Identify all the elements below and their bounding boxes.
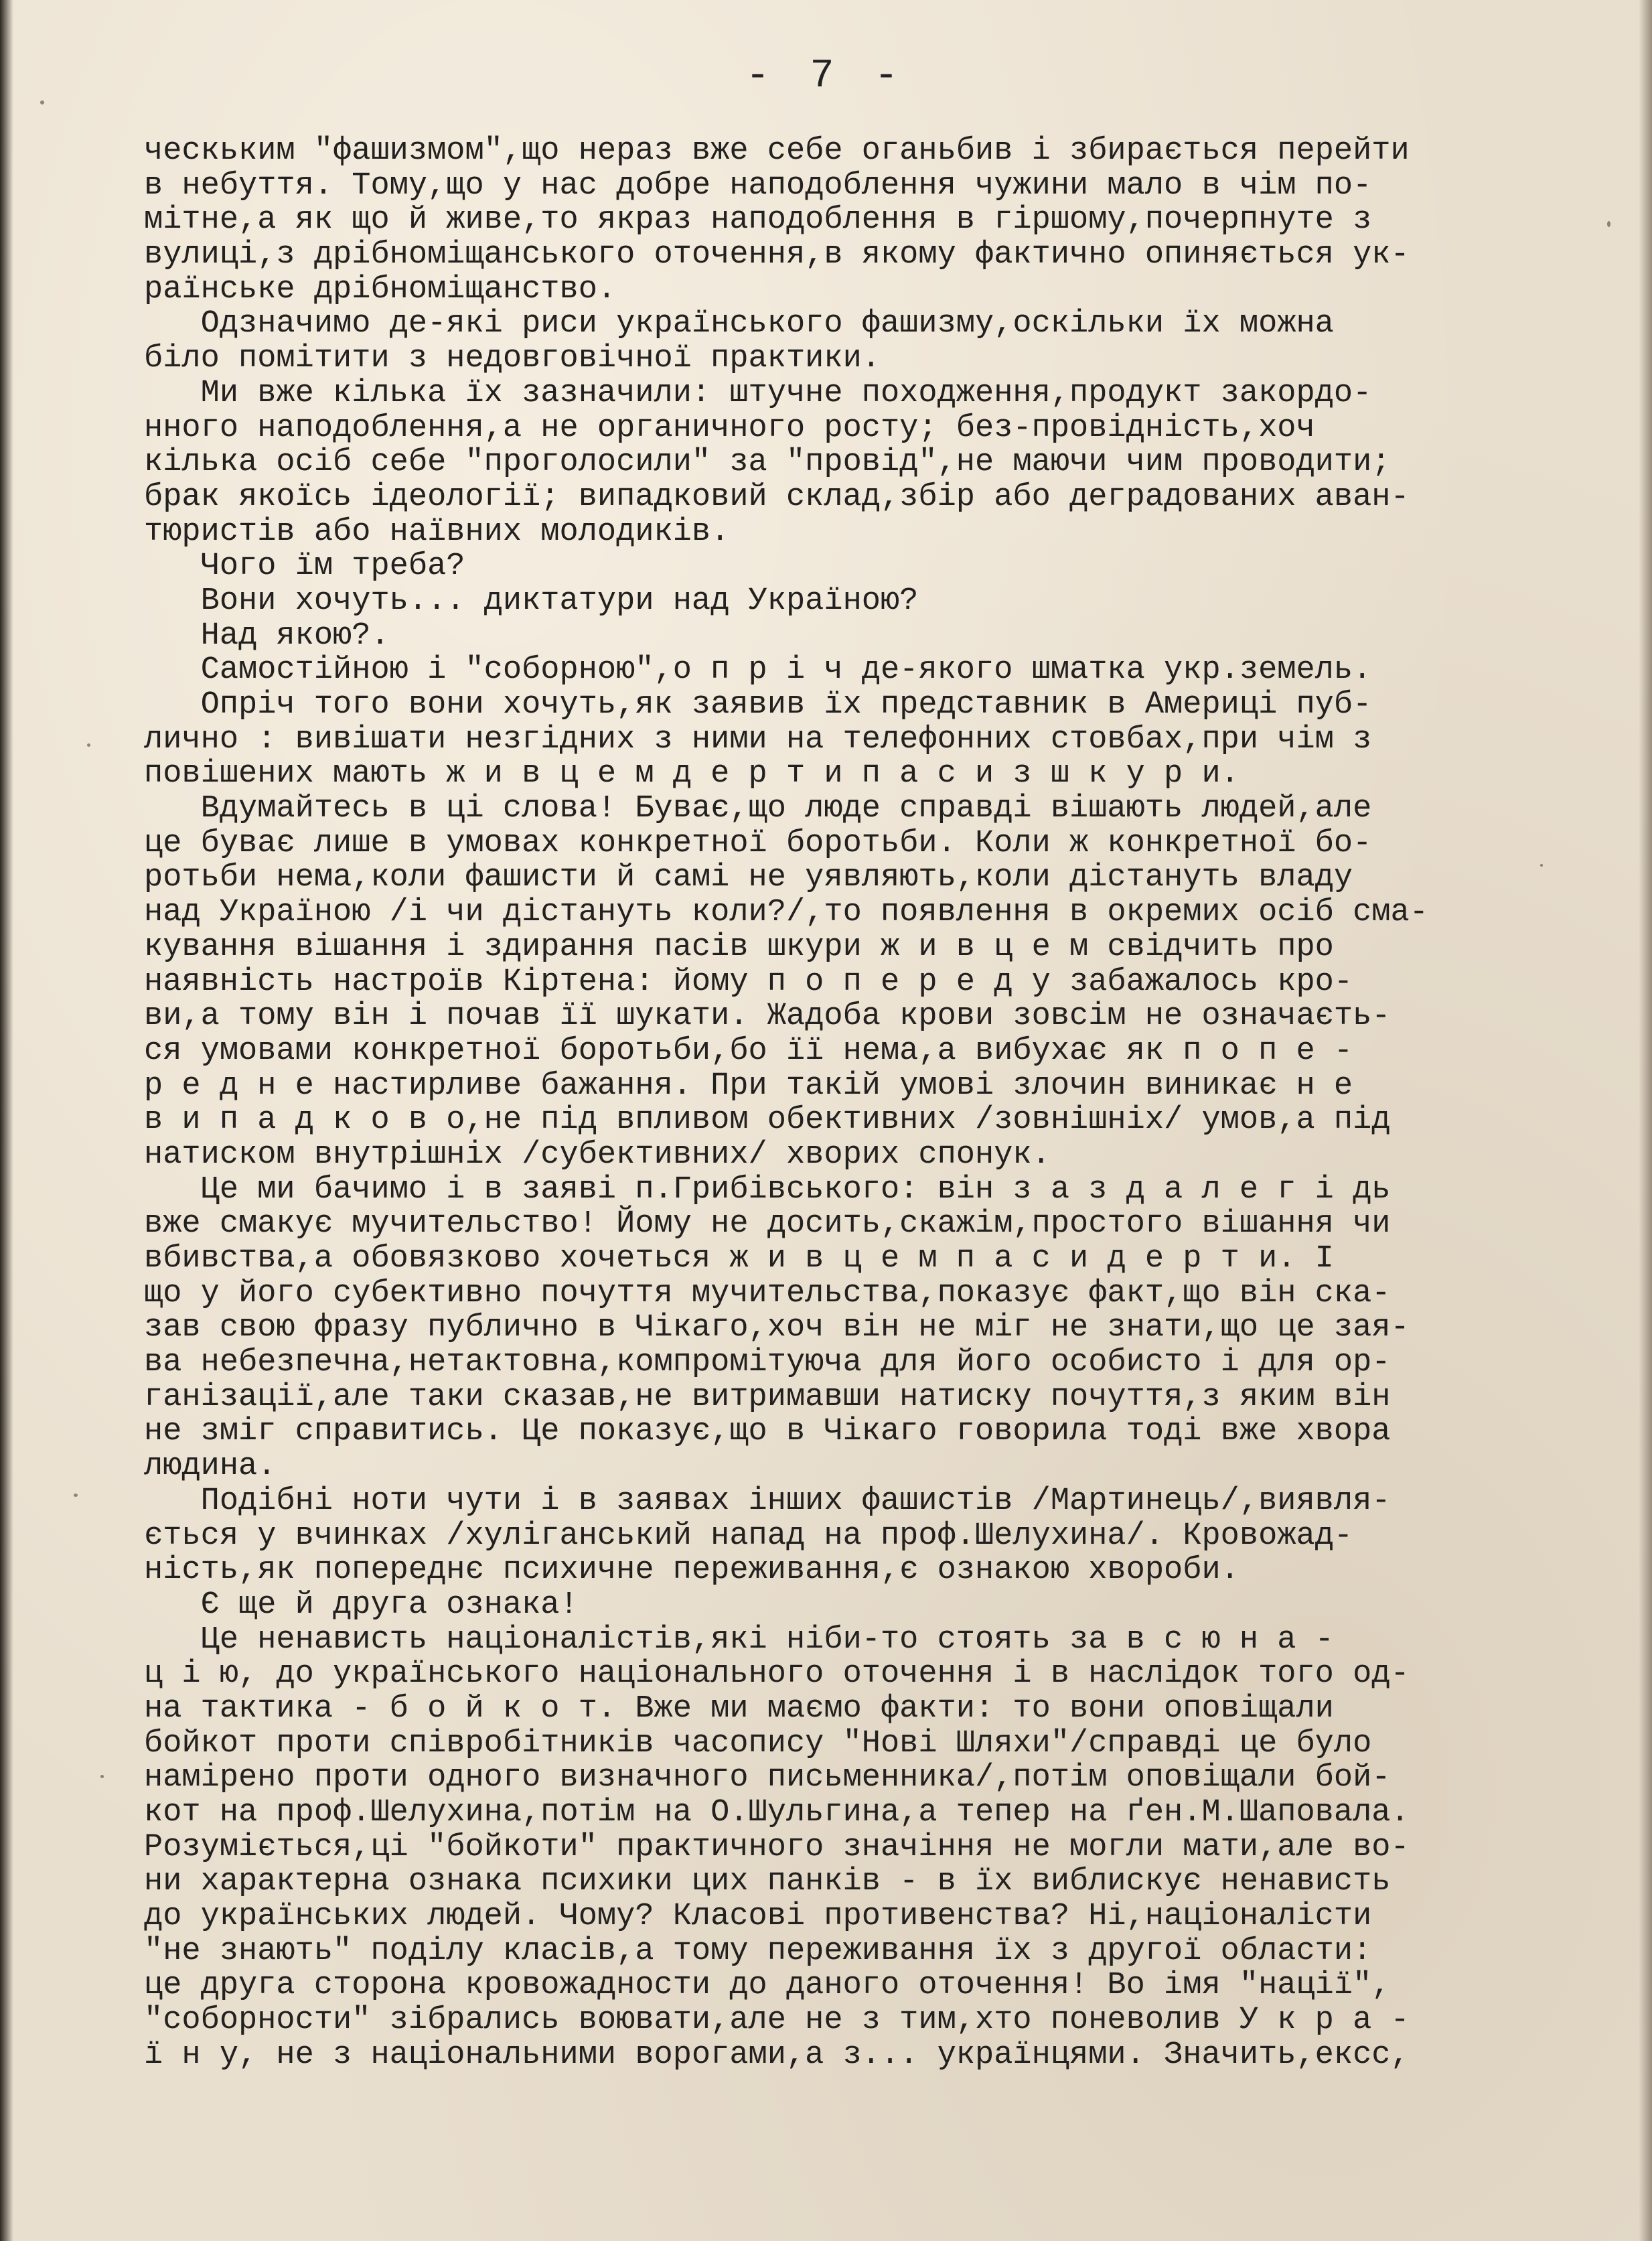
text-line: кот на проф.Шелухина,потім на О.Шульгина,а тепер на ґен.М.Шаповала.: [144, 1795, 1410, 1830]
text-line: ц і ю, до українського національного оточення і в наслідок того од-: [144, 1656, 1410, 1692]
text-line: Це ми бачимо і в заяві п.Грибівського: він з а з д а л е г і дь: [144, 1171, 1391, 1208]
text-line: в и п а д к о в о,не під впливом обективних /зовнішніх/ умов,а під: [144, 1102, 1391, 1139]
text-line: Самостійною і "соборною",о п р і ч де-якого шматка укр.земель.: [144, 652, 1372, 689]
text-line: це друга сторона кровожадности до даного оточення! Во імя "нації",: [144, 1968, 1391, 2004]
text-line: Розуміється,ці "бойкоти" практичного значіння не могли мати,але во-: [144, 1829, 1410, 1865]
text-line: вулиці,з дрібноміщанського оточення,в якому фактично опиняється ук-: [144, 237, 1410, 273]
text-line: ни характерна ознака психики цих панків - в їх виблискує ненависть: [144, 1864, 1391, 1900]
text-line: це буває лише в умовах конкретної боротьби. Коли ж конкретної бо-: [144, 825, 1372, 861]
text-line: людина.: [144, 1449, 277, 1485]
text-line: в небуття. Тому,що у нас добре наподоблення чужини мало в чім по-: [144, 167, 1372, 204]
text-line: над Україною /і чи дістануть коли?/,то появлення в окремих осіб сма-: [144, 895, 1428, 931]
text-line: ється у вчинках /хуліганський напад на проф.Шелухина/. Кровожад-: [144, 1518, 1353, 1554]
text-line: натиском внутрішніх /субективних/ хворих спонук.: [144, 1137, 1051, 1173]
text-line: "не знають" поділу класів,а тому переживання їх з другої области:: [144, 1933, 1372, 1969]
paper-speck: [1540, 864, 1543, 867]
text-line: Над якою?.: [144, 618, 390, 654]
text-line: Опріч того вони хочуть,як заявив їх представник в Америці пуб-: [144, 687, 1372, 723]
page-number: - 7 -: [745, 54, 907, 99]
binding-shadow: [0, 0, 13, 2241]
text-line: мітне,а як що й живе,то якраз наподоблення в гіршому,почерпнуте з: [144, 202, 1372, 238]
text-line: зав свою фразу публично в Чікаго,хоч він не міг не знати,що це зая-: [144, 1310, 1410, 1346]
text-line: до українських людей. Чому? Класові противенства? Ні,націоналісти: [144, 1899, 1372, 1935]
text-line: нного наподоблення,а не органичного росту; без-провідність,хоч: [144, 410, 1315, 446]
text-line: не зміг справитись. Це показує,що в Чікаго говорила тоді вже хвора: [144, 1414, 1391, 1450]
text-line: лично : вивішати незгідних з ними на телефонних стовбах,при чім з: [144, 721, 1372, 757]
text-line: Вони хочуть... диктатури над Україною?: [144, 583, 919, 619]
typewritten-body: [144, 134, 1537, 2073]
text-line: що у його субективно почуття мучительства,показує факт,що він ска-: [144, 1275, 1391, 1311]
text-line: ви,а тому він і почав її шукати. Жадоба крови зовсім не означаєть-: [144, 999, 1391, 1035]
paper-speck: [1607, 221, 1610, 227]
text-line: ротьби нема,коли фашисти й самі не уявляють,коли дістануть владу: [144, 860, 1353, 896]
text-line: р е д н е настирливе бажання. При такій умові злочин виникає н е: [144, 1068, 1353, 1104]
paper-speck: [40, 100, 44, 104]
text-line: ческьким "фашизмом",що нераз вже себе оганьбив і збирається перейти: [144, 133, 1410, 169]
text-line: Є ще й друга ознака!: [144, 1587, 579, 1623]
text-line: брак якоїсь ідеології; випадковий склад,збір або деградованих аван-: [144, 479, 1410, 515]
text-line: наявність настроїв Кіртена: йому п о п е р е д у забажалось кро-: [144, 964, 1353, 1000]
text-line: кілька осіб себе "проголосили" за "провід",не маючи чим проводити;: [144, 445, 1391, 481]
text-line: ганізації,але таки сказав,не витримавши натиску почуття,з яким він: [144, 1379, 1391, 1415]
paper-speck: [87, 743, 90, 747]
text-line: ї н у, не з національними ворогами,а з... українцями. Значить,ексс,: [144, 2037, 1410, 2073]
text-line: ність,як попереднє психичне переживання,є ознакою хвороби.: [144, 1552, 1240, 1589]
paper-speck: [100, 1775, 104, 1778]
text-line: бойкот проти співробітників часопису "Нові Шляхи"/справді це було: [144, 1725, 1372, 1761]
text-line: Це ненависть націоналістів,які ніби-то стоять за в с ю н а -: [144, 1621, 1334, 1658]
text-line: на тактика - б о й к о т. Вже ми маємо факти: то вони оповіщали: [144, 1690, 1334, 1727]
text-line: Чого їм треба?: [144, 549, 465, 585]
text-line: "соборности" зібрались воювати,але не з тим,хто поневолив У к р а -: [144, 2003, 1410, 2039]
text-line: ся умовами конкретної боротьби,бо її нема,а вибухає як п о п е -: [144, 1033, 1353, 1069]
text-line: Вдумайтесь в ці слова! Буває,що люде справді вішають людей,але: [144, 791, 1372, 827]
text-line: кування вішання і здирання пасів шкури ж и в ц е м свідчить про: [144, 929, 1334, 965]
text-line: Ми вже кілька їх зазначили: штучне походження,продукт закордо-: [144, 375, 1372, 411]
text-line: вже смакує мучительство! Йому не досить,скажім,простого вішання чи: [144, 1206, 1391, 1242]
text-line: повішених мають ж и в ц е м д е р т и п а с и з ш к у р и.: [144, 756, 1240, 792]
page-edge: [1639, 0, 1652, 2241]
text-line: раїнське дрібноміщанство.: [144, 271, 617, 307]
text-line: намірено проти одного визначного письменника/,потім оповіщали бой-: [144, 1760, 1391, 1796]
text-line: ва небезпечна,нетактовна,компромітуюча для його особисто і для ор-: [144, 1345, 1391, 1381]
text-line: біло помітити з недовговічної практики.: [144, 341, 881, 377]
text-line: Подібні ноти чути і в заявах інших фашистів /Мартинець/,виявля-: [144, 1483, 1391, 1519]
text-line: вбивства,а обовязково хочеться ж и в ц е м п а с и д е р т и. І: [144, 1241, 1334, 1277]
text-line: Одзначимо де-які риси українського фашизму,оскільки їх можна: [144, 306, 1334, 342]
text-line: тюристів або наївних молодиків.: [144, 514, 730, 550]
paper-speck: [74, 1494, 78, 1497]
